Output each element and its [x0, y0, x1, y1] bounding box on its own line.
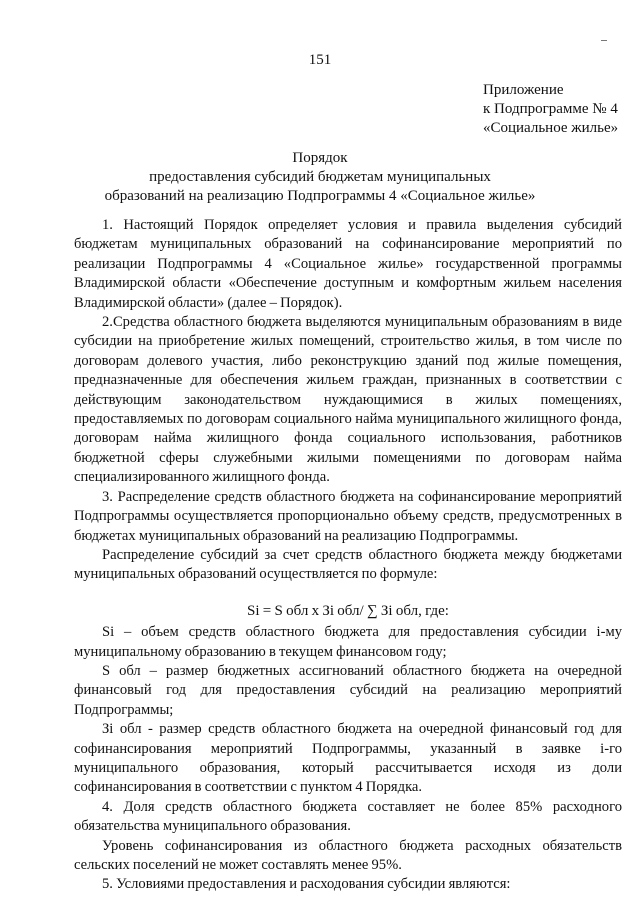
title-line: предоставления субсидий бюджетам муниципальных: [149, 169, 491, 185]
paragraph-1: 1. Настоящий Порядок определяет условия и правила выделения субсидий бюджетам муниципальных образований на софинансирование мероприятий по реализации Подпрограммы 4 «Социальное жилье» государственной программы Владимирской области «Обеспечение доступным и комфортным жильем населения Владимирской области» (далее – Порядок).: [74, 217, 622, 311]
definition-zi-obl: Зi обл - размер средств областного бюджета на очередной финансовый год для софинансирования мероприятий Подпрограммы, указанный в заявке i-го муниципального образования, который рассчитывается исходя из доли софинансирования в соответствии с пунктом 4 Порядка.: [74, 721, 622, 796]
paragraph-3: 3. Распределение средств областного бюджета на софинансирование мероприятий Подпрограммы осуществляется пропорционально объему средств, предусмотренных в бюджетах муниципальных образований на реализацию Подпрограммы.: [74, 488, 622, 544]
document-body: [74, 216, 622, 895]
appendix-line: Приложение: [483, 82, 564, 98]
paragraph-cofinancing-level: Уровень софинансирования из областного бюджета расходных обязательств сельских поселений не может составлять менее 95%.: [74, 837, 622, 873]
scan-mark: [601, 40, 607, 41]
definition-s-obl: S обл – размер бюджетных ассигнований областного бюджета на очередной финансовый год для предоставления субсидий на реализацию мероприятий Подпрограммы;: [74, 662, 622, 718]
paragraph-2: 2.Средства областного бюджета выделяются муниципальным образованиям в виде субсидии на приобретение жилых помещений, строительство жилья, в том числе по договорам долевого участия, либо реконструкцию зданий под жилые помещения, предназначенные для обеспечения жильем граждан, признанных в соответствии с действующим законодательством нуждающимися в жилых помещениях, предоставляемых по договорам социального найма муниципального жилищного фонда, договорам найма жилищного фонда социального использования, работников бюджетной сферы служебными жилыми помещениями по договорам найма специализированного жилищного фонда.: [74, 314, 622, 486]
document-title: [60, 149, 580, 206]
page-number: 151: [308, 52, 332, 68]
paragraph-4: 4. Доля средств областного бюджета составляет не более 85% расходного обязательства муниципального образования.: [74, 798, 622, 835]
formula: Si = S обл x Зi обл/ ∑ Зi обл, где:: [247, 602, 449, 619]
title-line: образований на реализацию Подпрограммы 4 «Социальное жилье»: [104, 188, 536, 204]
appendix-line: «Социальное жилье»: [483, 120, 619, 136]
title-line: Порядок: [292, 150, 348, 166]
paragraph-distribution: Распределение субсидий за счет средств областного бюджета между бюджетами муниципальных образований осуществляется по формуле:: [74, 546, 622, 583]
definition-si: Si – объем средств областного бюджета для предоставления субсидии i-му муниципальному образованию в текущем финансовом году;: [74, 624, 622, 660]
paragraph-5: 5. Условиями предоставления и расходования субсидии являются:: [102, 876, 511, 893]
appendix-header: [483, 81, 618, 138]
appendix-line: к Подпрограмме № 4: [483, 101, 618, 117]
